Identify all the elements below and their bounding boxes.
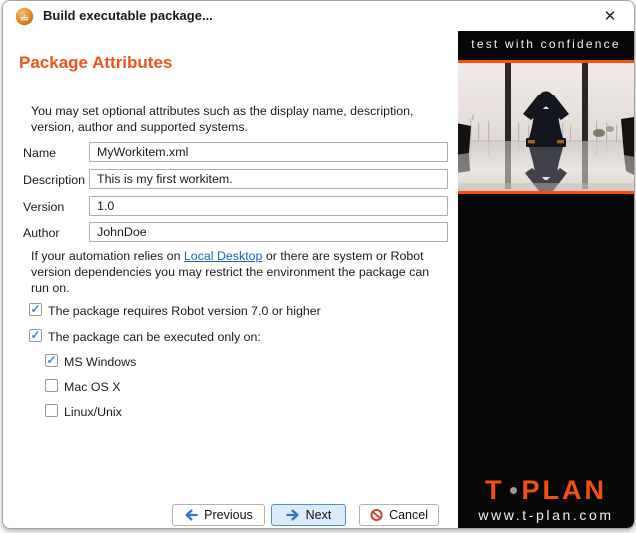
name-label: Name [23, 146, 57, 160]
note-after: or there are system or Robot version dependencies you may restrict the environment the package can run on. [31, 249, 430, 296]
close-icon[interactable]: ✕ [603, 8, 617, 25]
restriction-note [31, 248, 437, 297]
cancel-button-label: Cancel [389, 508, 428, 522]
arrow-right-icon [286, 508, 300, 522]
checkbox-mac-os[interactable] [45, 379, 58, 392]
checkbox-os-restriction[interactable]: ✓ [30, 328, 41, 342]
description-label: Description [23, 173, 85, 187]
brand-dot-icon [510, 487, 517, 494]
author-label: Author [23, 226, 60, 240]
page-title: Package Attributes [19, 53, 173, 72]
tagline: test with confidence [471, 37, 621, 51]
checkbox-mac-os-label: Mac OS X [64, 380, 121, 394]
cancel-button[interactable] [359, 504, 439, 526]
brand-website: www.t-plan.com [478, 507, 614, 523]
arrow-left-icon [184, 508, 198, 522]
brand-logo [458, 475, 634, 523]
side-panel [458, 31, 634, 528]
app-icon [15, 7, 34, 26]
version-label: Version [23, 200, 65, 214]
intro-text: You may set optional attributes such as the display name, description, version, author and supported systems. [31, 104, 414, 135]
dialog-window [2, 0, 635, 529]
window-title: Build executable package... [43, 8, 213, 23]
checkbox-linux-label: Linux/Unix [64, 405, 122, 419]
next-button-label: Next [305, 508, 332, 522]
checkbox-ms-windows-label: MS Windows [64, 355, 137, 369]
brand-word-plan: PLAN [521, 475, 607, 505]
previous-button-label: Previous [204, 508, 253, 522]
checkbox-robot-version-label: The package requires Robot version 7.0 or higher [48, 304, 321, 318]
next-button[interactable] [271, 504, 346, 526]
checkbox-ms-windows[interactable]: ✓ [46, 353, 57, 367]
orange-divider-bottom [458, 191, 634, 194]
local-desktop-link[interactable]: Local Desktop [183, 249, 263, 263]
cancel-icon [370, 508, 383, 522]
previous-button[interactable] [172, 504, 265, 526]
name-input[interactable] [89, 142, 448, 162]
description-input[interactable] [89, 169, 448, 189]
checkbox-linux[interactable] [45, 404, 58, 417]
author-input[interactable] [89, 222, 448, 242]
office-photo [458, 63, 634, 191]
checkbox-os-restriction-label: The package can be executed only on: [48, 330, 261, 344]
brand-letter-t: T [485, 475, 505, 505]
titlebar [3, 1, 634, 31]
note-before: If your automation relies on [31, 249, 184, 263]
checkbox-robot-version[interactable]: ✓ [30, 302, 41, 316]
version-input[interactable] [89, 196, 448, 216]
